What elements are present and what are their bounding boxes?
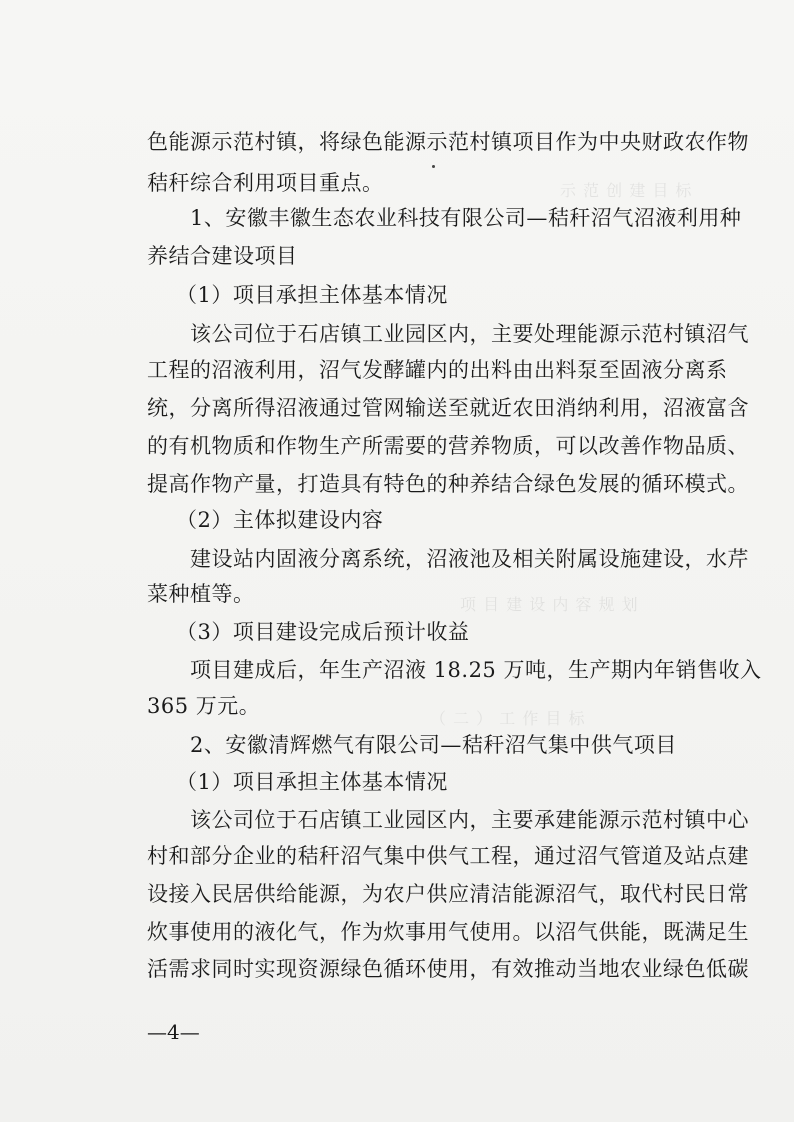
text-line: 炊事使用的液化气，作为炊事用气使用。以沼气供能，既满足生 [147, 920, 749, 944]
text-line: 项目建成后，年生产沼液 18.25 万吨，生产期内年销售收入 [190, 658, 762, 682]
text-line: 统，分离所得沼液通过管网输送至就近农田消纳利用，沼液富含 [147, 396, 749, 420]
section-heading: 1、安徽丰徽生态农业科技有限公司—秸秆沼气沼液利用种 [190, 206, 742, 230]
text-line: 提高作物产量，打造具有特色的种养结合绿色发展的循环模式。 [147, 472, 749, 496]
text-line: 活需求同时实现资源绿色循环使用，有效推动当地农业绿色低碳 [147, 957, 749, 981]
subsection-heading: （1）项目承担主体基本情况 [176, 770, 448, 794]
text-line: 该公司位于石店镇工业园区内，主要承建能源示范村镇中心 [190, 808, 749, 832]
text-line: 的有机物质和作物生产所需要的营养物质，可以改善作物品质、 [147, 434, 749, 458]
subsection-heading: （1）项目承担主体基本情况 [176, 283, 448, 307]
text-line: 菜种植等。 [147, 582, 255, 606]
text-line: 该公司位于石店镇工业园区内，主要处理能源示范村镇沼气 [190, 322, 749, 346]
text-line: 村和部分企业的秸秆沼气集中供气工程，通过沼气管道及站点建 [147, 844, 749, 868]
bleed-through-text: 项 目 建 设 内 容 规 划 [460, 595, 639, 614]
text-line: 色能源示范村镇，将绿色能源示范村镇项目作为中央财政农作物 [147, 130, 749, 154]
bleed-through-text: （ 二 ） 工 作 目 标 [430, 709, 586, 728]
scan-speck [432, 165, 435, 168]
subsection-heading: （2）主体拟建设内容 [176, 508, 384, 532]
text-line: 设接入民居供给能源，为农户供应清洁能源沼气，取代村民日常 [147, 882, 749, 906]
text-line: 365 万元。 [147, 694, 261, 718]
bleed-through-text: 示 范 创 建 目 标 [560, 181, 693, 200]
subsection-heading: （3）项目建设完成后预计收益 [176, 620, 470, 644]
text-line: 工程的沼液利用，沼气发酵罐内的出料由出料泵至固液分离系 [147, 358, 728, 382]
text-line: 建设站内固液分离系统，沼液池及相关附属设施建设，水芹 [190, 547, 749, 571]
section-heading: 2、安徽清辉燃气有限公司—秸秆沼气集中供气项目 [190, 733, 677, 757]
section-heading: 养结合建设项目 [147, 244, 298, 268]
page-number: —4— [147, 1020, 200, 1044]
text-line: 秸秆综合利用项目重点。 [147, 171, 384, 195]
